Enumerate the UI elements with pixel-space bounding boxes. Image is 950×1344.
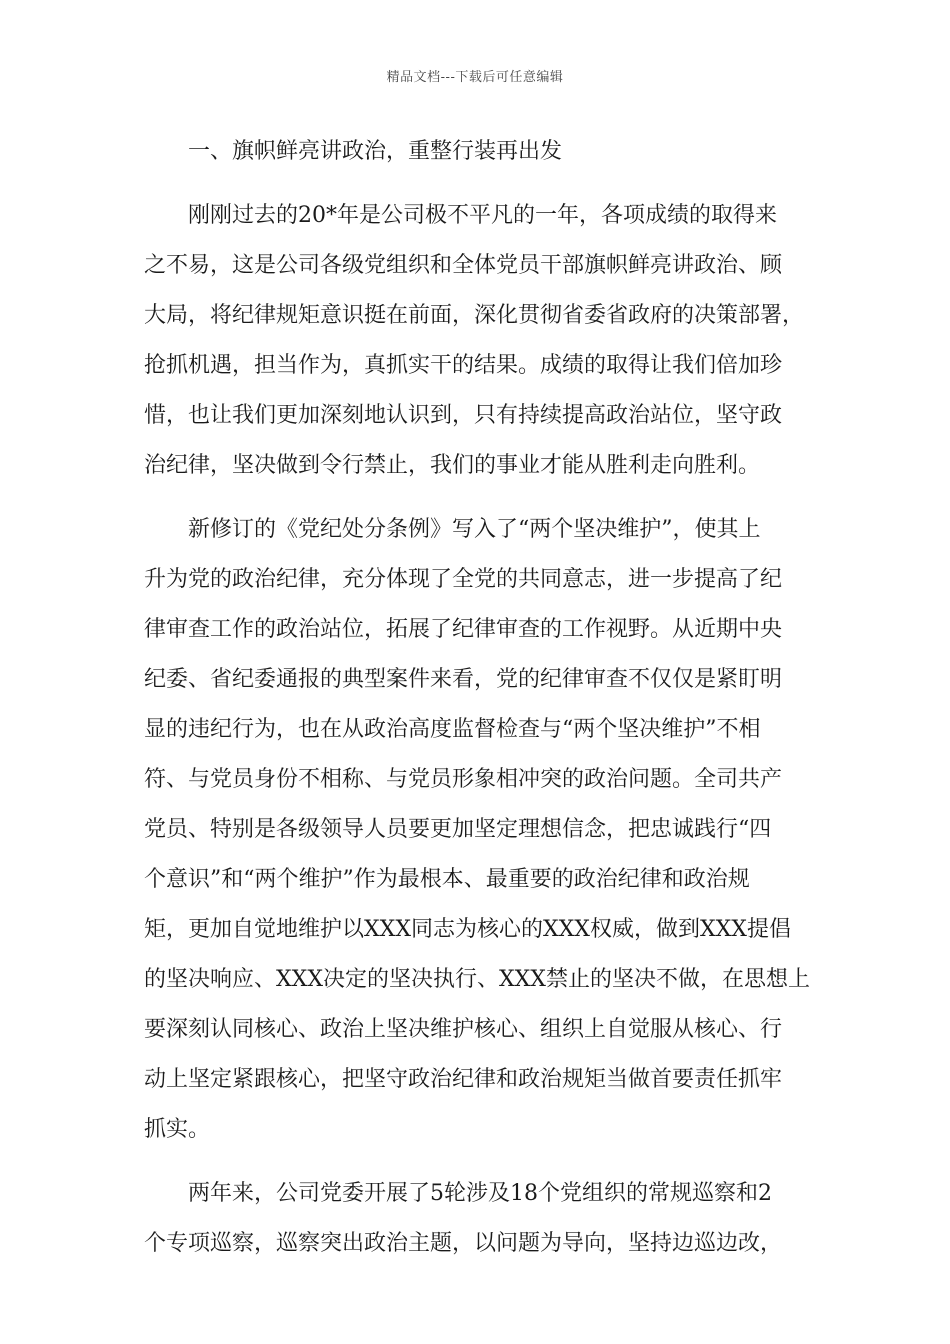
text-line: 矩，更加自觉地维护以XXX同志为核心的XXX权威，做到XXX提倡 [144,917,791,942]
text-line: 要深刻认同核心、政治上坚决维护核心、组织上自觉服从核心、行 [144,1017,783,1042]
text-line: 升为党的政治纪律，充分体现了全党的共同意志，进一步提高了纪 [144,567,783,592]
paragraph-3 [144,1169,820,1269]
document-body [144,127,820,1269]
spacer [144,177,820,191]
paragraph-1 [144,191,820,491]
text-line: 大局，将纪律规矩意识挺在前面，深化贯彻省委省政府的决策部署， [144,303,805,328]
text-line: 治纪律，坚决做到令行禁止，我们的事业才能从胜利走向胜利。 [144,453,761,478]
spacer [144,1155,820,1169]
text-line: 符、与党员身份不相称、与党员形象相冲突的政治问题。全司共产 [144,767,783,792]
text-line: 的坚决响应、XXX决定的坚决执行、XXX禁止的坚决不做，在思想上 [144,967,810,992]
section-title: 一、旗帜鲜亮讲政治，重整行装再出发 [188,139,563,164]
spacer [144,491,820,505]
page-header: 精品文档---下载后可任意编辑 [386,70,564,85]
text-line: 个意识”和“两个维护”作为最根本、最重要的政治纪律和政治规 [144,867,750,892]
text-line: 新修订的《党纪处分条例》写入了“两个坚决维护”，使其上 [188,517,761,542]
text-line: 抓实。 [144,1117,211,1142]
text-line: 两年来，公司党委开展了5轮涉及18个党组织的常规巡察和2 [188,1181,772,1206]
text-line: 律审查工作的政治站位，拓展了纪律审查的工作视野。从近期中央 [144,617,783,642]
text-line: 党员、特别是各级领导人员要更加坚定理想信念，把忠诚践行“四 [144,817,772,842]
text-line: 惜，也让我们更加深刻地认识到，只有持续提高政治站位，坚守政 [144,403,783,428]
text-line: 之不易，这是公司各级党组织和全体党员干部旗帜鲜亮讲政治、顾 [144,253,783,278]
paragraph-2 [144,505,820,1155]
text-line: 刚刚过去的20*年是公司极不平凡的一年，各项成绩的取得来 [188,203,777,228]
text-line: 个专项巡察，巡察突出政治主题，以问题为导向，坚持边巡边改， [144,1231,783,1256]
text-line: 抢抓机遇，担当作为，真抓实干的结果。成绩的取得让我们倍加珍 [144,353,783,378]
text-line: 纪委、省纪委通报的典型案件来看，党的纪律审查不仅仅是紧盯明 [144,667,783,692]
text-line: 动上坚定紧跟核心，把坚守政治纪律和政治规矩当做首要责任抓牢 [144,1067,783,1092]
text-line: 显的违纪行为，也在从政治高度监督检查与“两个坚决维护”不相 [144,717,761,742]
